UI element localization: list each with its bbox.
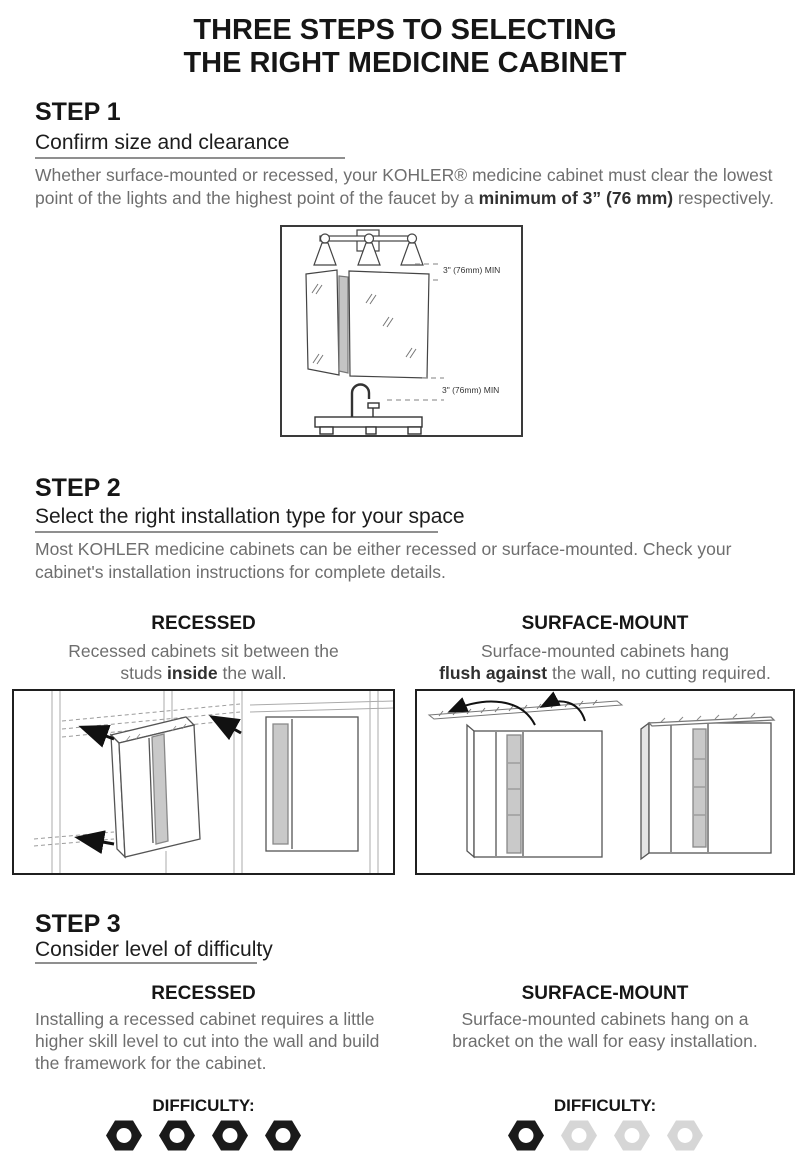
step1-body-bold: minimum of 3” (76 mm) — [478, 188, 674, 208]
faucet-handle — [368, 403, 379, 417]
recessed-desc-bold: inside — [167, 663, 218, 683]
faucet-icon — [352, 385, 369, 418]
step3-heading: STEP 3 — [35, 910, 121, 938]
installed-surface-cabinet-icon — [641, 717, 774, 859]
surface-desc-bold: flush against — [439, 663, 548, 683]
light-fixture-icon — [314, 230, 423, 265]
clearance-diagram — [282, 227, 521, 435]
hex-nut-icon — [665, 1118, 705, 1153]
step3-underline — [35, 962, 257, 964]
step1-body-line2: point of the lights and the highest point of the faucet by a minimum of 3” (76 mm) respectively. — [35, 188, 774, 208]
hex-nut-icon — [104, 1118, 144, 1153]
step1-body — [35, 164, 797, 210]
step3-subheading: Consider level of difficulty — [35, 938, 273, 961]
top-clearance-label: 3" (76mm) MIN — [443, 265, 501, 275]
hex-nut-icon — [506, 1118, 546, 1153]
page-title-line1: THREE STEPS TO SELECTING — [193, 14, 617, 46]
recessed-column-desc: Recessed cabinets sit between the studs inside the wall. — [68, 641, 339, 683]
hex-nut-icon — [612, 1118, 652, 1153]
medicine-cabinet-icon — [306, 270, 429, 378]
step1-subheading: Confirm size and clearance — [35, 131, 290, 154]
recessed-install-illustration — [14, 691, 393, 873]
page-title-line2: THE RIGHT MEDICINE CABINET — [183, 47, 627, 79]
step1-underline — [35, 157, 345, 159]
step2-subheading: Select the right installation type for your space — [35, 505, 465, 528]
recessed-illustration-frame — [12, 689, 395, 875]
page-title — [0, 14, 810, 80]
hex-nut-icon — [157, 1118, 197, 1153]
step2-body — [35, 538, 785, 584]
vanity-icon — [315, 417, 422, 434]
surface-difficulty-rating — [415, 1118, 795, 1153]
surface-mount-install-illustration — [417, 691, 793, 873]
bottom-clearance-label: 3" (76mm) MIN — [442, 385, 500, 395]
surface-illustration-frame — [415, 689, 795, 875]
mounting-bracket-icon — [429, 700, 622, 719]
surface-difficulty-label: DIFFICULTY: — [553, 1096, 657, 1115]
step3-surface-title: SURFACE-MOUNT — [521, 983, 689, 1004]
hex-nut-icon — [263, 1118, 303, 1153]
surface-column-title: SURFACE-MOUNT — [521, 613, 689, 634]
surface-column-desc: Surface-mounted cabinets hang flush against the wall, no cutting required. — [439, 641, 771, 683]
installed-recessed-cabinet-icon — [266, 717, 358, 851]
step1-heading: STEP 1 — [35, 98, 121, 126]
recessed-cabinet-icon — [111, 717, 200, 857]
step2-body-line1: Most KOHLER medicine cabinets can be either recessed or surface-mounted. Check your — [35, 539, 732, 559]
step3-surface-desc: Surface-mounted cabinets hang on a bracket on the wall for easy installation. — [452, 1009, 758, 1051]
hex-nut-icon — [210, 1118, 250, 1153]
step2-body-line2: cabinet's installation instructions for complete details. — [35, 562, 446, 582]
recessed-difficulty-rating — [12, 1118, 395, 1153]
step1-body-line1: Whether surface-mounted or recessed, your KOHLER® medicine cabinet must clear the lowest — [35, 165, 773, 185]
step3-recessed-desc: Installing a recessed cabinet requires a little higher skill level to cut into the wall and build the framework for the cabinet. — [35, 1009, 380, 1073]
clearance-diagram-frame — [280, 225, 523, 437]
recessed-column-title: RECESSED — [151, 613, 256, 634]
hex-nut-icon — [559, 1118, 599, 1153]
recessed-difficulty-label: DIFFICULTY: — [152, 1096, 255, 1115]
surface-cabinet-icon — [467, 725, 602, 857]
step2-heading: STEP 2 — [35, 474, 121, 502]
step2-underline — [35, 531, 438, 533]
step3-recessed-title: RECESSED — [151, 983, 256, 1004]
